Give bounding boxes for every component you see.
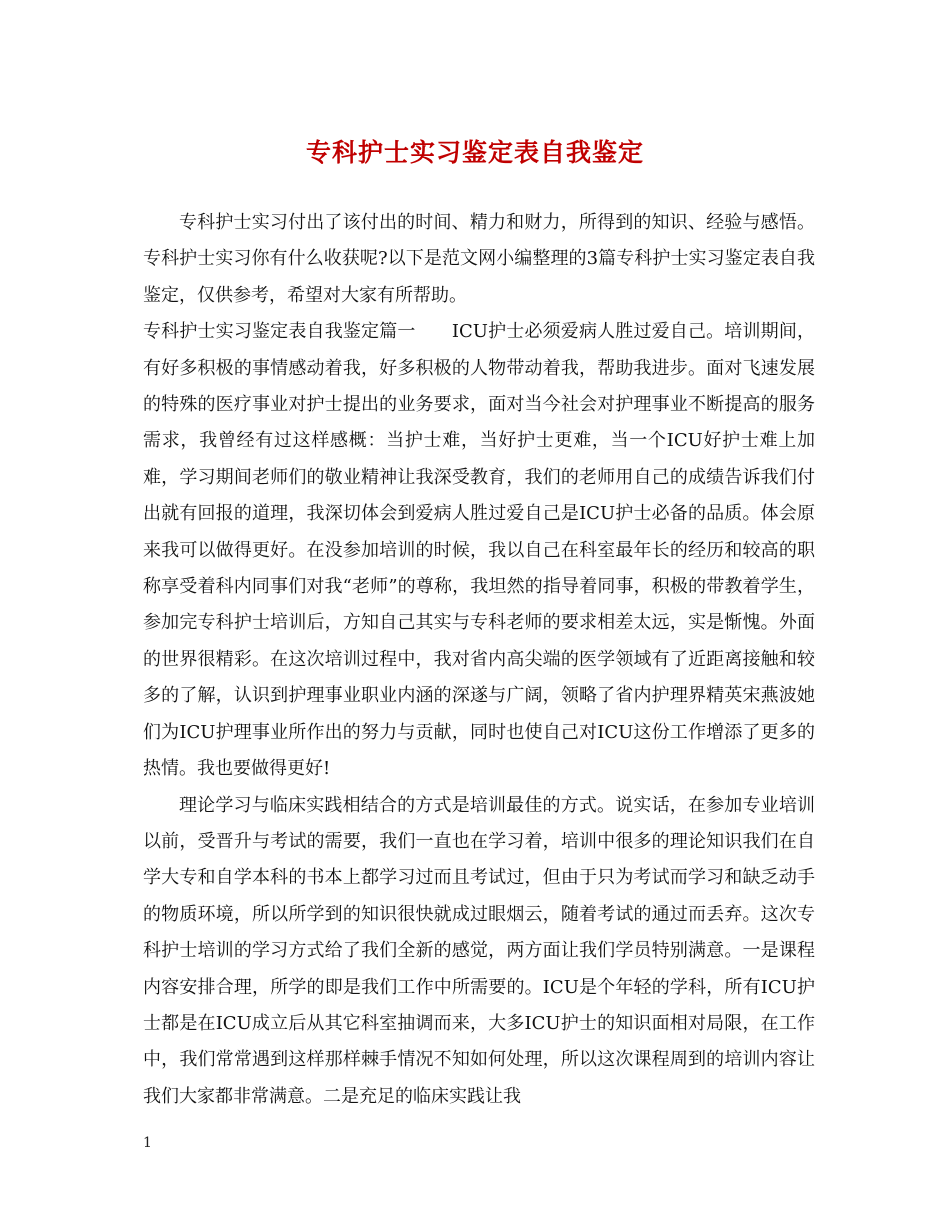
document-title: 专科护士实习鉴定表自我鉴定 <box>305 138 644 167</box>
page-number: 1 <box>143 1135 152 1151</box>
theory-practice-paragraph: 理论学习与临床实践相结合的方式是培训最佳的方式。说实话，在参加专业培训以前，受晋升与考试的需要，我们一直也在学习着，培训中很多的理论知识我们在自学大专和自学本科的书本上都学习过而且考试过，但由于只为考试而学习和缺乏动手的物质环境，所以所学到的知识很快就成过眼烟云，随着考试的通过而丢弃。这次专科护士培训的学习方式给了我们全新的感觉，两方面让我们学员特别满意。一是课程内容安排合理，所学的即是我们工作中所需要的。ICU是个年轻的学科，所有ICU护士都是在ICU成立后从其它科室抽调而来，大多ICU护士的知识面相对局限，在工作中，我们常常遇到这样那样棘手情况不知如何处理，所以这次课程周到的培训内容让我们大家都非常满意。二是充足的临床实践让我 <box>143 794 815 1107</box>
intro-paragraph: 专科护士实习付出了该付出的时间、精力和财力，所得到的知识、经验与感悟。专科护士实习你有什么收获呢?以下是范文网小编整理的3篇专科护士实习鉴定表自我鉴定，仅供参考，希望对大家有所帮助。 <box>143 212 815 306</box>
document-body <box>143 205 815 1115</box>
section-one-paragraph: 专科护士实习鉴定表自我鉴定篇一 ICU护士必须爱病人胜过爱自己。培训期间，有好多积极的事情感动着我，好多积极的人物带动着我，帮助我进步。面对飞速发展的特殊的医疗事业对护士提出的业务要求，面对当今社会对护理事业不断提高的服务需求，我曾经有过这样感概：当护士难，当好护士更难，当一个ICU好护士难上加难，学习期间老师们的敬业精神让我深受教育，我们的老师用自己的成绩告诉我们付出就有回报的道理，我深切体会到爱病人胜过爱自己是ICU护士必备的品质。体会原来我可以做得更好。在没参加培训的时候，我以自己在科室最年长的经历和较高的职称享受着科内同事们对我“老师”的尊称，我坦然的指导着同事，积极的带教着学生，参加完专科护士培训后，方知自己其实与专科老师的要求相差太远，实是惭愧。外面的世界很精彩。在这次培训过程中，我对省内高尖端的医学领域有了近距离接触和较多的了解，认识到护理事业职业内涵的深遂与广阔，领略了省内护理界精英宋燕波她们为ICU护理事业所作出的努力与贡献，同时也使自己对ICU这份工作增添了更多的热情。我也要做得更好! <box>143 321 815 780</box>
